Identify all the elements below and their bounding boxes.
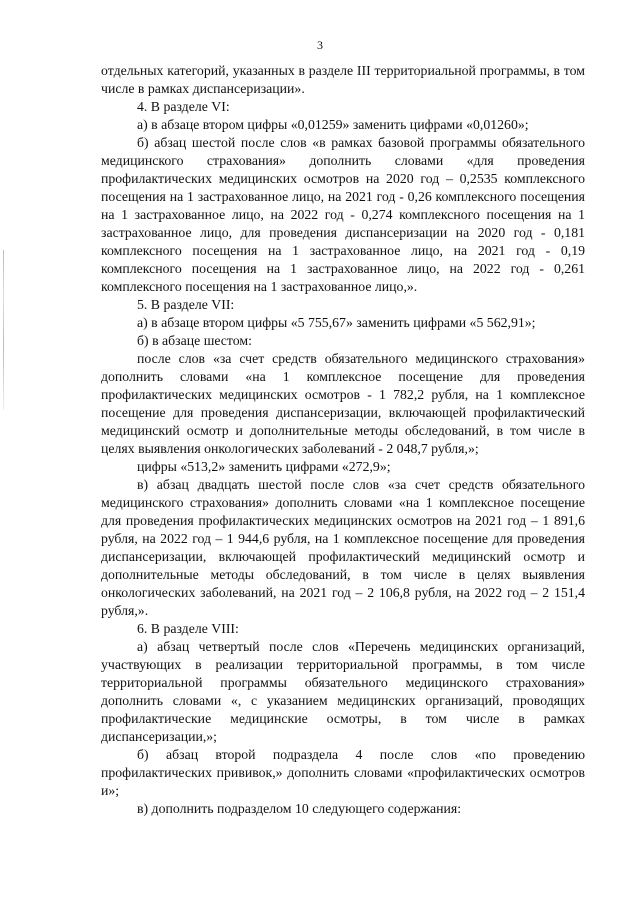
paragraph: цифры «513,2» заменить цифрами «272,9»; — [137, 459, 391, 474]
paragraph: 5. В разделе VII: — [137, 297, 235, 312]
paragraph: б) в абзаце шестом: — [137, 333, 252, 348]
paragraph: 6. В разделе VIII: — [137, 621, 239, 636]
page-number: 3 — [317, 38, 323, 52]
paragraph: в) дополнить подразделом 10 следующего содержания: — [137, 801, 462, 816]
paragraph: отдельных категорий, указанных в разделе III территориальной программы, в том числе в рамках диспансеризации». — [101, 63, 585, 96]
paragraph: в) абзац двадцать шестой после слов «за счет средств обязательного медицинского страхования» дополнить словами «на 1 комплексное посещение для проведения профилактических медицинских осмотров на 2021 год – 1 891,6 рубля, на 2022 год – 1 944,6 рубля, на 1 комплексное посещение для проведения диспансеризации, включающей профилактический медицинский осмотр и дополнительные методы обследований, в том числе в целях выявления онкологических заболеваний, на 2021 год – 2 106,8 рубля, на 2022 год – 2 151,4 рубля,». — [101, 477, 585, 618]
paragraph: б) абзац второй подраздела 4 после слов «по проведению профилактических прививок,» дополнить словами «профилактических осмотров и»; — [101, 747, 585, 798]
document-body — [101, 62, 585, 818]
paragraph: б) абзац шестой после слов «в рамках базовой программы обязательного медицинского страхования» дополнить словами «для проведения профилактических медицинских осмотров на 2020 год – 0,2535 комплексного посещения на 1 застрахованное лицо, на 2021 год - 0,26 комплексного посещения на 1 застрахованное лицо, на 2022 год - 0,274 комплексного посещения на 1 застрахованное лицо, для проведения диспансеризации на 2020 год - 0,181 комплексного посещения на 1 застрахованное лицо, на 2021 год - 0,19 комплексного посещения на 1 застрахованное лицо, на 2022 год - 0,261 комплексного посещения на 1 застрахованное лицо,». — [101, 135, 585, 294]
paragraph: 4. В разделе VI: — [137, 99, 230, 114]
paragraph: а) абзац четвертый после слов «Перечень медицинских организаций, участвующих в реализации территориальной программы, в том числе территориальной программы обязательного медицинского страхования» дополнить словами «, с указанием медицинских организаций, проводящих профилактические медицинские осмотры, в том числе в рамках диспансеризации,»; — [101, 639, 585, 744]
paragraph: а) в абзаце втором цифры «5 755,67» заменить цифрами «5 562,91»; — [137, 315, 536, 330]
scan-edge-mark — [3, 250, 4, 410]
paragraph: а) в абзаце втором цифры «0,01259» заменить цифрами «0,01260»; — [137, 117, 529, 132]
paragraph: после слов «за счет средств обязательного медицинского страхования» дополнить словами «на 1 комплексное посещение для проведения профилактических медицинских осмотров - 1 782,2 рубля, на 1 комплексное посещение для проведения диспансеризации, включающей профилактический медицинский осмотр и дополнительные методы обследований, в том числе в целях выявления онкологических заболеваний - 2 048,7 рубля,»; — [101, 351, 585, 456]
